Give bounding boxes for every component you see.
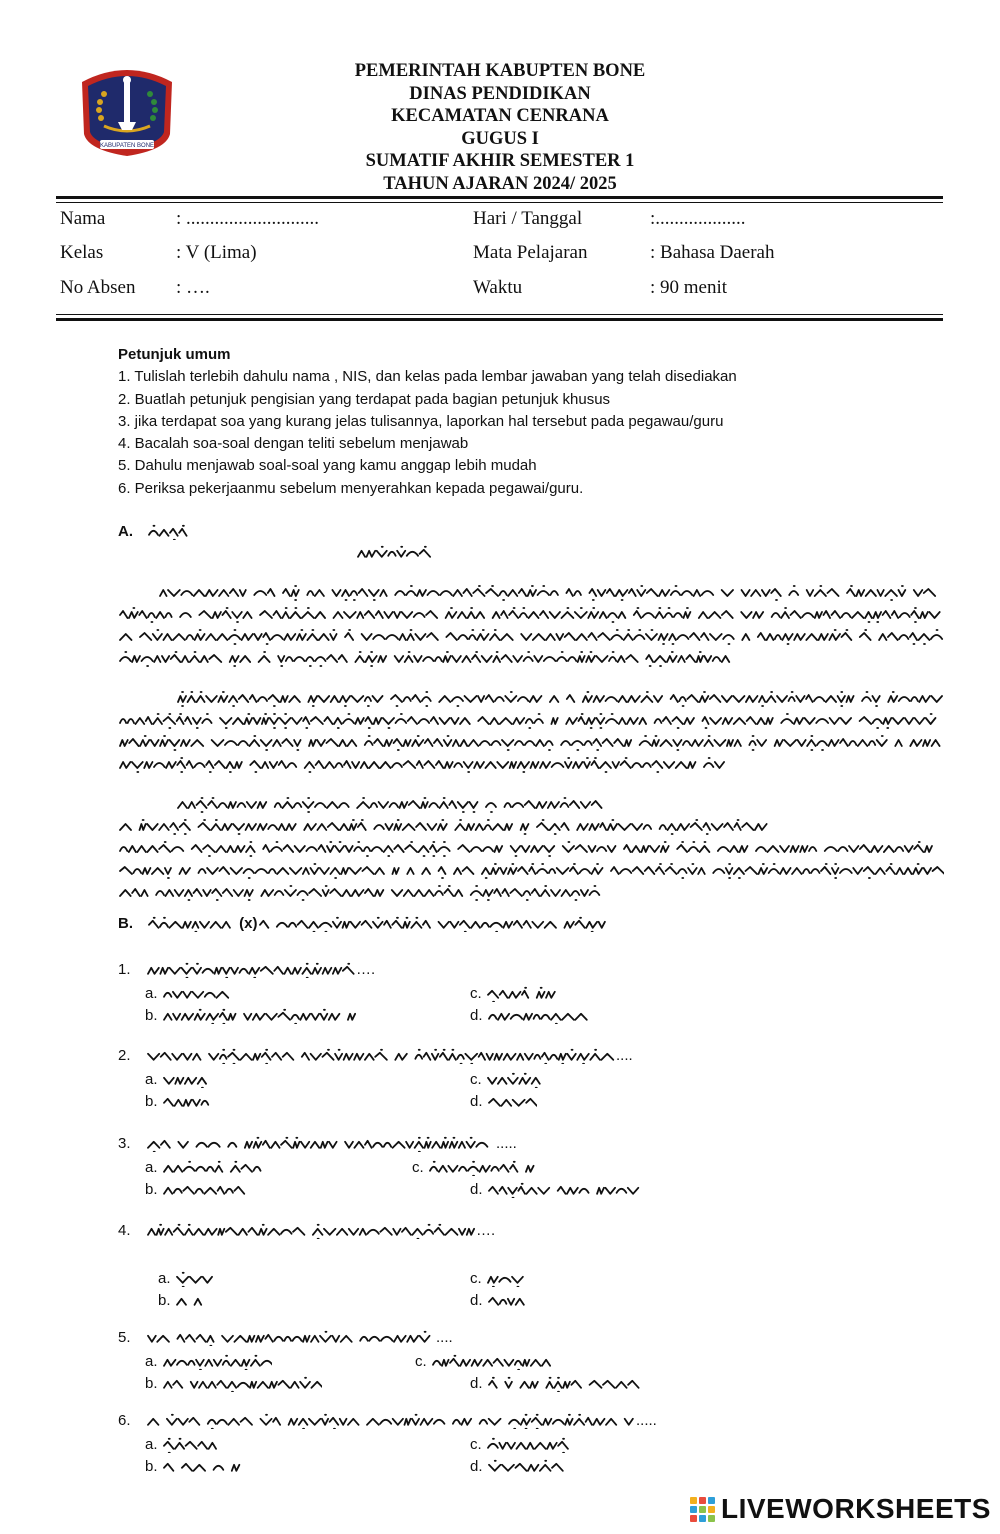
- identity-divider-thick: [56, 318, 943, 321]
- lontara-script: [487, 1293, 527, 1309]
- logo-caption: KABUPATEN BONE: [99, 143, 155, 149]
- lontara-glyphs: [118, 882, 608, 902]
- lontara-script: [162, 1094, 212, 1110]
- section-a-label: A.: [118, 523, 133, 540]
- lontara-script: [162, 1459, 242, 1475]
- kop-line-2: DINAS PENDIDIKAN: [409, 83, 591, 104]
- passage-title: [356, 544, 436, 562]
- absen-value[interactable]: : ….: [176, 277, 210, 298]
- answer-option[interactable]: [145, 1458, 242, 1475]
- nama-value[interactable]: : ............................: [176, 208, 320, 229]
- instruction-item: 2. Buatlah petunjuk pengisian yang terdapat pada bagian petunjuk khusus: [118, 390, 611, 408]
- identity-divider-thin: [56, 314, 943, 315]
- question-number: 2.: [118, 1047, 131, 1064]
- section-b-heading: [118, 915, 618, 932]
- section-b-label: B.: [118, 915, 133, 932]
- watermark-text: LIVEWORKSHEETS: [721, 1493, 991, 1524]
- passage-paragraph-3: [118, 794, 944, 904]
- answer-option[interactable]: [145, 985, 236, 1002]
- option-letter: a.: [145, 1436, 158, 1453]
- question-blank[interactable]: ….: [476, 1222, 496, 1239]
- lontara-script: [486, 1072, 546, 1088]
- lontara-script: [487, 1008, 591, 1024]
- answer-option[interactable]: [145, 1159, 262, 1176]
- answer-option[interactable]: [145, 1353, 272, 1370]
- answer-option[interactable]: [412, 1159, 538, 1176]
- answer-option[interactable]: [145, 1181, 252, 1198]
- option-letter: d.: [470, 1292, 483, 1309]
- option-letter: a.: [145, 1159, 158, 1176]
- lontara-script: [146, 1136, 496, 1152]
- question-blank[interactable]: ....: [436, 1329, 453, 1346]
- lontara-glyphs: [146, 1136, 496, 1152]
- option-letter: b.: [145, 1093, 158, 1110]
- option-letter: a.: [145, 1353, 158, 1370]
- answer-option[interactable]: [145, 1071, 212, 1088]
- lontara-glyphs: [356, 545, 434, 561]
- lontara-script: [162, 1182, 252, 1198]
- option-letter: c.: [470, 1071, 482, 1088]
- absen-label: No Absen: [60, 277, 136, 298]
- kop-line-1: PEMERINTAH KABUPTEN BONE: [354, 61, 646, 81]
- lontara-glyphs: [118, 626, 944, 646]
- lontara-script: [162, 1008, 356, 1024]
- lontara-glyphs: [487, 1008, 591, 1024]
- question-number: 4.: [118, 1222, 131, 1239]
- answer-option[interactable]: [470, 1375, 647, 1392]
- question-blank[interactable]: ….: [356, 961, 376, 978]
- section-a-heading: [118, 523, 191, 540]
- lontara-glyphs: [162, 1459, 242, 1475]
- instruction-item: 3. jika terdapat soa yang kurang jelas tulisannya, laporkan hal tersebut pada pegawau/guru: [118, 412, 724, 430]
- option-letter: b.: [145, 1375, 158, 1392]
- lontara-script: [175, 1271, 215, 1287]
- lontara-glyphs: [487, 1182, 647, 1198]
- option-letter: a.: [158, 1270, 171, 1287]
- lontara-glyphs: [486, 1072, 546, 1088]
- hari-value[interactable]: :...................: [650, 208, 746, 229]
- lontara-glyphs: [175, 1271, 215, 1287]
- lontara-glyphs: [487, 1459, 567, 1475]
- lontara-glyphs: [162, 1354, 272, 1370]
- lontara-script: [146, 1223, 476, 1239]
- lontara-line: [118, 794, 944, 816]
- lontara-glyphs: [486, 986, 560, 1002]
- lontara-script: [162, 1160, 262, 1176]
- answer-option[interactable]: [470, 1071, 546, 1088]
- instruction-item: 5. Dahulu menjawab soal-soal yang kamu anggap lebih mudah: [118, 457, 537, 475]
- lontara-script: [486, 1271, 526, 1287]
- lontara-script: [175, 1293, 215, 1309]
- lontara-glyphs: [486, 1271, 526, 1287]
- lontara-line: [118, 688, 944, 710]
- lontara-script: [162, 1072, 212, 1088]
- option-letter: d.: [470, 1093, 483, 1110]
- lontara-script: [428, 1160, 538, 1176]
- lontara-glyphs: [146, 1413, 636, 1429]
- header-divider-thick: [56, 196, 943, 199]
- lontara-glyphs: [162, 1376, 322, 1392]
- lontara-script: [147, 524, 191, 540]
- passage-paragraph-1: [118, 582, 944, 670]
- lontara-glyphs: [162, 1160, 262, 1176]
- option-letter: c.: [470, 1436, 482, 1453]
- lontara-glyphs: [487, 1293, 527, 1309]
- option-letter: d.: [470, 1181, 483, 1198]
- lontara-glyphs: [162, 1008, 356, 1024]
- instructions-title: Petunjuk umum: [118, 346, 231, 363]
- kelas-label: Kelas: [60, 242, 104, 263]
- lontara-script: [486, 986, 560, 1002]
- lontara-script: [487, 1182, 647, 1198]
- option-letter: a.: [145, 1071, 158, 1088]
- answer-option[interactable]: [470, 1436, 576, 1453]
- question-number: 1.: [118, 961, 131, 978]
- answer-option[interactable]: [470, 1093, 537, 1110]
- answer-option[interactable]: [470, 1458, 567, 1475]
- lontara-line: [118, 860, 944, 882]
- lontara-glyphs: [162, 986, 236, 1002]
- lontara-script: [356, 545, 434, 561]
- lontara-glyphs: [486, 1437, 576, 1453]
- instruction-item: 6. Periksa pekerjaanmu sebelum menyerahkan kepada pegawai/guru.: [118, 479, 584, 497]
- lontara-script: [146, 1413, 636, 1429]
- answer-option[interactable]: [145, 1375, 322, 1392]
- lontara-glyphs: [162, 1094, 212, 1110]
- option-letter: d.: [470, 1375, 483, 1392]
- answer-option[interactable]: [145, 1436, 222, 1453]
- waktu-value: : 90 menit: [650, 277, 728, 298]
- lontara-glyphs: [118, 648, 738, 668]
- option-letter: a.: [145, 985, 158, 1002]
- lontara-line: [118, 754, 944, 776]
- lontara-line: [118, 648, 944, 670]
- lontara-line: [118, 732, 944, 754]
- nama-label: Nama: [60, 208, 106, 229]
- identity-row-1: [0, 208, 1000, 238]
- lontara-glyphs: [487, 1376, 647, 1392]
- identity-row-3: [0, 277, 1000, 307]
- lontara-glyphs: [258, 916, 618, 932]
- option-letter: c.: [415, 1353, 427, 1370]
- answer-option[interactable]: [470, 985, 560, 1002]
- answer-option[interactable]: [470, 1270, 526, 1287]
- lontara-line: [118, 710, 944, 732]
- liveworksheets-watermark: [690, 1492, 991, 1526]
- lontara-line: [118, 816, 944, 838]
- lontara-script: [487, 1376, 647, 1392]
- answer-option[interactable]: [158, 1292, 215, 1309]
- lontara-glyphs: [162, 1182, 252, 1198]
- lontara-glyphs: [162, 1072, 212, 1088]
- option-letter: d.: [470, 1458, 483, 1475]
- question-number: 3.: [118, 1135, 131, 1152]
- option-letter: b.: [158, 1292, 171, 1309]
- lontara-glyphs: [175, 1293, 215, 1309]
- lontara-glyphs: [146, 1048, 616, 1064]
- option-letter: b.: [145, 1181, 158, 1198]
- lontara-script: [162, 986, 236, 1002]
- mapel-value: : Bahasa Daerah: [650, 242, 775, 263]
- kabupaten-bone-logo: [74, 64, 180, 160]
- lontara-script: [487, 1094, 537, 1110]
- lontara-script: [258, 916, 618, 932]
- passage-paragraph-2: [118, 688, 944, 776]
- lontara-script: [487, 1459, 567, 1475]
- lontara-glyphs: [118, 604, 944, 624]
- lontara-script: [147, 916, 239, 932]
- lontara-line: [118, 604, 944, 626]
- mapel-label: Mata Pelajaran: [473, 242, 588, 263]
- option-letter: d.: [470, 1007, 483, 1024]
- lontara-line: [118, 882, 944, 904]
- answer-option[interactable]: [158, 1270, 215, 1287]
- identity-row-2: [0, 242, 1000, 272]
- waktu-label: Waktu: [473, 277, 523, 298]
- kop-line-5: SUMATIF AKHIR SEMESTER 1: [365, 151, 635, 171]
- answer-option[interactable]: [470, 1292, 527, 1309]
- answer-option[interactable]: [470, 1181, 647, 1198]
- lontara-glyphs: [147, 916, 239, 932]
- question-blank[interactable]: ....: [616, 1047, 633, 1064]
- question-blank[interactable]: .....: [496, 1135, 517, 1152]
- section-b-cross-mark: (x): [239, 915, 258, 932]
- question-number: 5.: [118, 1329, 131, 1346]
- lontara-line: [118, 626, 944, 648]
- lontara-glyphs: [158, 582, 944, 602]
- option-letter: b.: [145, 1007, 158, 1024]
- lontara-glyphs: [118, 754, 728, 774]
- answer-option[interactable]: [145, 1093, 212, 1110]
- lontara-glyphs: [118, 860, 944, 880]
- answer-option[interactable]: [415, 1353, 551, 1370]
- lontara-script: [146, 962, 356, 978]
- lontara-script: [431, 1354, 551, 1370]
- kop-line-6: TAHUN AJARAN 2024/ 2025: [383, 173, 617, 194]
- instruction-item: 4. Bacalah soa-soal dengan teliti sebelum menjawab: [118, 435, 469, 453]
- lontara-script: [146, 1048, 616, 1064]
- lontara-script: [162, 1437, 222, 1453]
- instruction-item: 1. Tulislah terlebih dahulu nama , NIS, dan kelas pada lembar jawaban yang telah disediakan: [118, 368, 737, 386]
- general-instructions: [118, 344, 898, 500]
- lontara-glyphs: [118, 816, 768, 836]
- lontara-glyphs: [487, 1094, 537, 1110]
- lontara-glyphs: [176, 794, 608, 814]
- option-letter: b.: [145, 1458, 158, 1475]
- lontara-glyphs: [118, 838, 944, 858]
- kelas-value: : V (Lima): [176, 242, 257, 263]
- lontara-glyphs: [176, 688, 944, 708]
- kop-line-4: GUGUS I: [461, 128, 539, 149]
- option-letter: c.: [412, 1159, 424, 1176]
- question-blank[interactable]: .....: [636, 1412, 657, 1429]
- lontara-glyphs: [147, 524, 191, 540]
- lontara-glyphs: [431, 1354, 551, 1370]
- liveworksheets-logo-icon: [690, 1497, 715, 1522]
- kop-line-3: KECAMATAN CENRANA: [391, 106, 609, 126]
- letterhead: [250, 60, 750, 195]
- lontara-glyphs: [118, 732, 944, 752]
- answer-option[interactable]: [470, 1007, 591, 1024]
- lontara-line: [118, 582, 944, 604]
- option-letter: c.: [470, 985, 482, 1002]
- answer-option[interactable]: [145, 1007, 356, 1024]
- lontara-glyphs: [428, 1160, 538, 1176]
- lontara-script: [162, 1354, 272, 1370]
- option-letter: c.: [470, 1270, 482, 1287]
- header-divider-thin: [56, 202, 943, 203]
- lontara-glyphs: [146, 1223, 476, 1239]
- lontara-glyphs: [162, 1437, 222, 1453]
- lontara-script: [146, 1330, 436, 1346]
- lontara-glyphs: [118, 710, 944, 730]
- question-number: 6.: [118, 1412, 131, 1429]
- lontara-glyphs: [146, 962, 356, 978]
- hari-label: Hari / Tanggal: [473, 208, 583, 229]
- lontara-script: [162, 1376, 322, 1392]
- lontara-line: [118, 838, 944, 860]
- lontara-glyphs: [146, 1330, 436, 1346]
- lontara-script: [486, 1437, 576, 1453]
